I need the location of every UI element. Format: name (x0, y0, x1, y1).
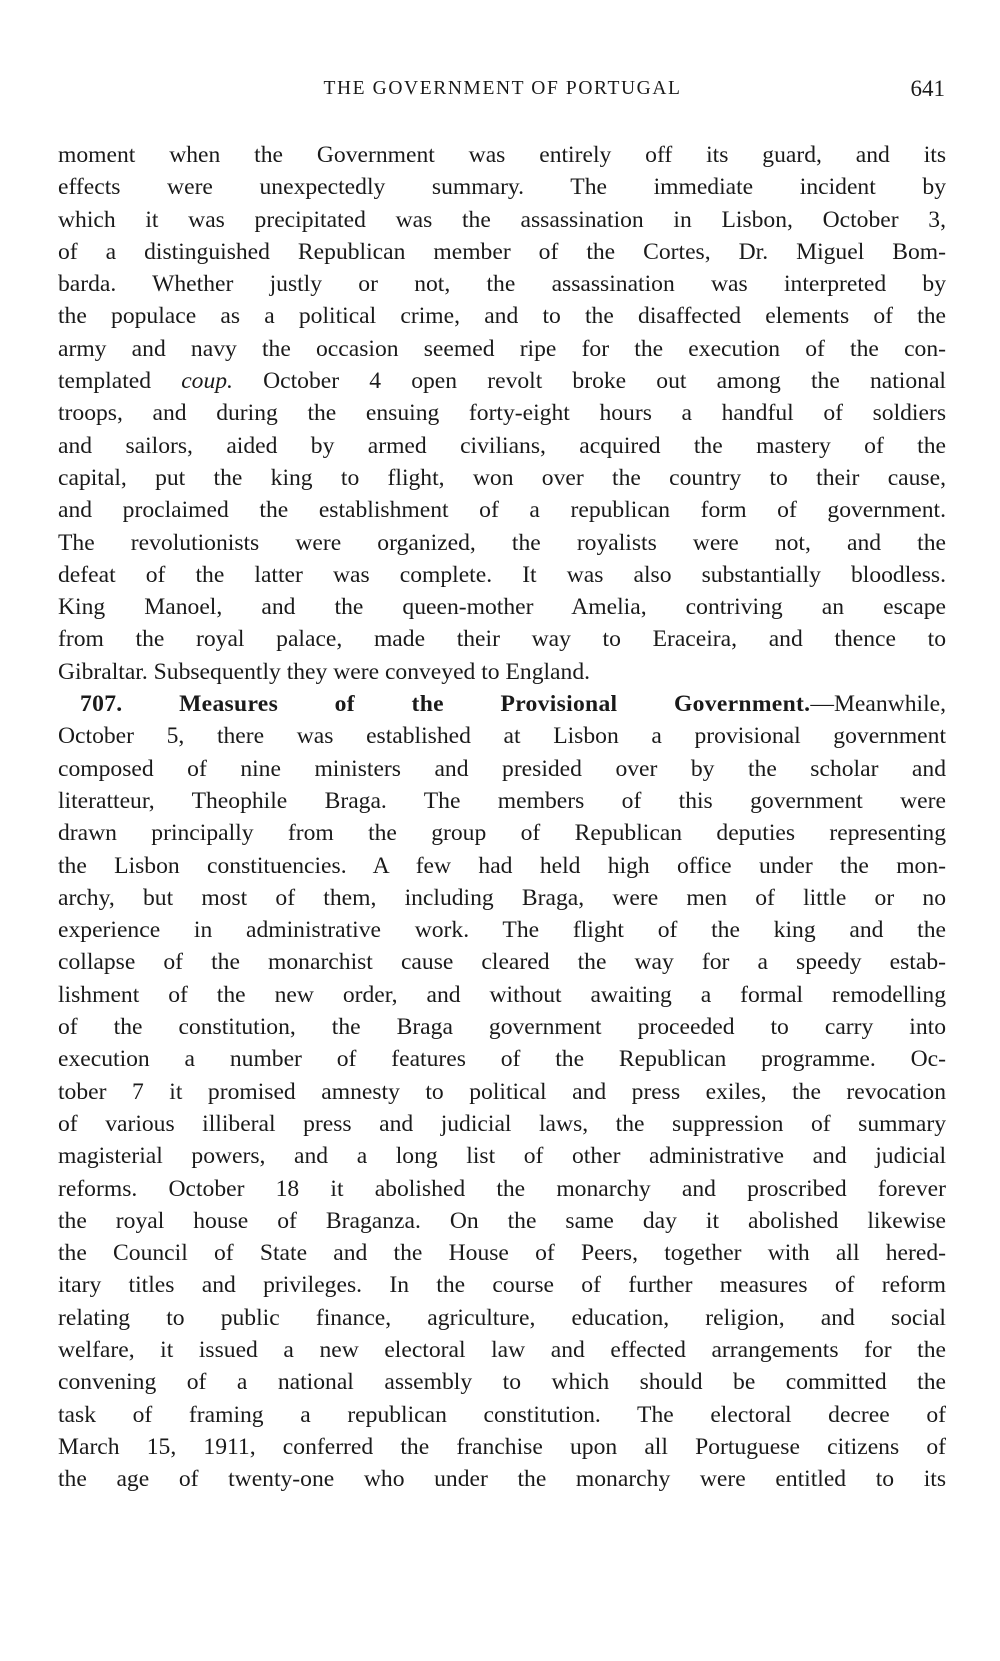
text-line: troops, and during the ensuing forty-eight hours a handful of soldiers (58, 400, 946, 427)
text-line: welfare, it issued a new electoral law and effected arrangements for the (58, 1336, 946, 1363)
text-segment: templated (58, 368, 182, 395)
section-heading: 707. Measures of the Provisional Government. (80, 691, 811, 718)
text-line: The revolutionists were organized, the royalists were not, and the (58, 529, 946, 556)
text-line: tober 7 it promised amnesty to political and press exiles, the revocation (58, 1078, 946, 1105)
running-title: THE GOVERNMENT OF PORTUGAL (323, 78, 682, 99)
text-line: moment when the Government was entirely off its guard, and its (58, 142, 946, 168)
text-line: literatteur, Theophile Braga. The members of this government were (58, 787, 946, 814)
text-line: Gibraltar. Subsequently they were conveyed to England. (58, 658, 591, 685)
text-line: of a distinguished Republican member of the Cortes, Dr. Miguel Bom- (58, 238, 946, 265)
text-line: the age of twenty-one who under the monarchy were entitled to its (58, 1466, 946, 1493)
text-line: relating to public finance, agriculture, education, religion, and social (58, 1304, 946, 1331)
section-heading-line (58, 688, 946, 720)
text-line: the populace as a political crime, and to the disaffected elements of the (58, 303, 946, 330)
text-line: experience in administrative work. The flight of the king and the (58, 917, 946, 944)
text-line: task of framing a republican constitution. The electoral decree of (58, 1401, 946, 1428)
text-line: and proclaimed the establishment of a republican form of government. (58, 497, 946, 524)
text-line: effects were unexpectedly summary. The immediate incident by (58, 174, 946, 201)
text-line: the royal house of Braganza. On the same day it abolished likewise (58, 1207, 946, 1234)
text-line: which it was precipitated was the assassination in Lisbon, October 3, (58, 206, 946, 233)
text-line: from the royal palace, made their way to Eraceira, and thence to (58, 626, 946, 653)
text-line: army and navy the occasion seemed ripe for the execution of the con- (58, 335, 946, 362)
text-line: March 15, 1911, conferred the franchise upon all Portuguese citizens of (58, 1433, 946, 1460)
text-line: capital, put the king to flight, won over the country to their cause, (58, 464, 946, 491)
text-line: defeat of the latter was complete. It was also substantially bloodless. (58, 561, 946, 588)
text-line: October 5, there was established at Lisbon a provisional government (58, 723, 946, 750)
text-line: execution a number of features of the Republican programme. Oc- (58, 1046, 946, 1073)
text-line: itary titles and privileges. In the course of further measures of reform (58, 1272, 946, 1299)
text-line: convening of a national assembly to which should be committed the (58, 1369, 946, 1396)
text-line (58, 365, 946, 397)
text-line: archy, but most of them, including Braga, were men of little or no (58, 884, 946, 911)
text-line: of the constitution, the Braga government proceeded to carry into (58, 1014, 946, 1041)
italic-term: coup. (181, 368, 233, 395)
text-segment: —Meanwhile, (810, 691, 946, 718)
text-line: barda. Whether justly or not, the assassination was interpreted by (58, 271, 946, 298)
text-line: magisterial powers, and a long list of other administrative and judicial (58, 1143, 946, 1170)
page-number: 641 (910, 76, 945, 101)
text-line: drawn principally from the group of Republican deputies representing (58, 820, 946, 847)
text-line: composed of nine ministers and presided over by the scholar and (58, 755, 946, 782)
text-line: of various illiberal press and judicial laws, the suppression of summary (58, 1110, 946, 1137)
text-line: the Lisbon constituencies. A few had held high office under the mon- (58, 852, 946, 879)
text-segment: October 4 open revolt broke out among the national (232, 368, 946, 395)
running-head (60, 72, 945, 106)
text-line: King Manoel, and the queen-mother Amelia, contriving an escape (58, 594, 946, 621)
text-line: the Council of State and the House of Peers, together with all hered- (58, 1240, 946, 1267)
text-line: and sailors, aided by armed civilians, acquired the mastery of the (58, 432, 946, 459)
text-line: collapse of the monarchist cause cleared the way for a speedy estab- (58, 949, 946, 976)
text-line: reforms. October 18 it abolished the monarchy and proscribed forever (58, 1175, 946, 1202)
text-line: lishment of the new order, and without awaiting a formal remodelling (58, 981, 946, 1008)
body-text (58, 139, 946, 1495)
